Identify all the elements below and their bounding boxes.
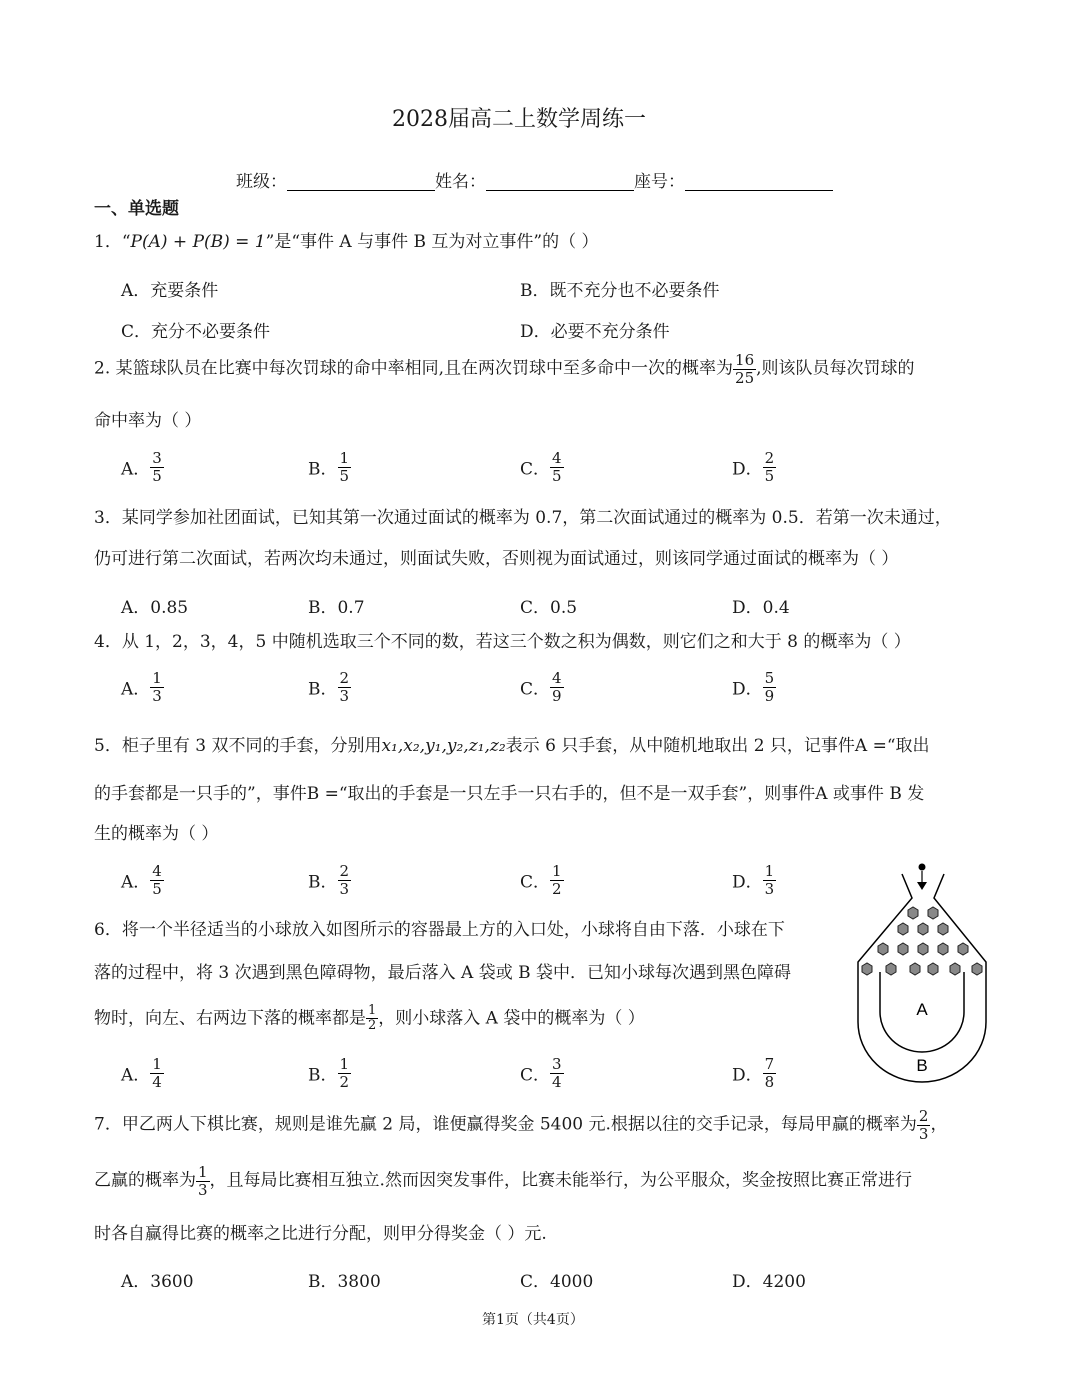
q6-d-n: 7	[764, 1055, 775, 1073]
class-field[interactable]	[287, 172, 435, 191]
q6-text-a: 物时，向左、右两边下落的概率都是	[94, 1008, 366, 1029]
q4-b-frac	[338, 670, 352, 704]
seat-field[interactable]	[685, 172, 833, 191]
q6-frac-den: 2	[368, 1018, 377, 1034]
q5-c-n: 1	[552, 862, 562, 880]
q5-text-d: 的手套都是一只手的”，事件	[94, 784, 307, 804]
container-outline	[858, 874, 986, 1082]
q3-option-a[interactable]: A．0.85	[121, 598, 189, 618]
q2-c-d: 5	[552, 466, 562, 485]
q2-d-label: D．	[732, 459, 763, 480]
q4-b-label: B．	[308, 679, 338, 700]
q1-option-d[interactable]: D．必要不充分条件	[520, 322, 670, 342]
q4-b-n: 2	[339, 669, 350, 687]
q5-option-b[interactable]	[308, 863, 351, 897]
q4-a-n: 1	[152, 669, 162, 687]
q5-b-n: 2	[339, 862, 350, 880]
q2-option-b[interactable]	[308, 450, 351, 484]
q4-a-label: A．	[121, 679, 151, 700]
q2-b-n: 1	[339, 449, 350, 467]
q3-stem-line1: 3．某同学参加社团面试，已知其第一次通过面试的概率为 0.7，第二次面试通过的概率为 0.5．若第一次未通过，	[94, 508, 952, 528]
q7-text-b: ，	[930, 1114, 948, 1135]
q1-number: 1．	[94, 232, 122, 252]
q2-a-label: A．	[121, 459, 151, 480]
q6-text-b: ，则小球落入 A 袋中的概率为（ ）	[378, 1008, 645, 1029]
q5-text-c: A =“取出	[854, 736, 930, 756]
q2-a-frac	[150, 450, 164, 484]
q4-option-d[interactable]	[732, 670, 776, 704]
q2-frac-den: 25	[735, 368, 755, 387]
q4-b-d: 3	[339, 686, 350, 705]
ball-icon	[919, 864, 926, 871]
q5-d-n: 1	[764, 862, 775, 880]
q5-d-d: 3	[764, 879, 775, 898]
q1-stem-text: ”是“事件 A 与事件 B 互为对立事件”的（ ）	[265, 232, 599, 252]
q7-text-c: 乙赢的概率为	[94, 1170, 196, 1191]
q5-d-frac	[763, 863, 777, 897]
q1-stem	[94, 234, 599, 251]
arrow-down-icon	[917, 882, 927, 890]
student-info	[236, 172, 833, 191]
q6-option-a[interactable]	[121, 1056, 164, 1090]
q4-stem: 4．从 1，2，3，4，5 中随机选取三个不同的数，若这三个数之积为偶数，则它们之和大于 8 的概率为（ ）	[94, 632, 911, 652]
q6-d-frac	[763, 1056, 777, 1090]
q3-option-d[interactable]: D．0.4	[732, 598, 790, 618]
q7-option-c[interactable]: C．4000	[520, 1272, 594, 1292]
q6-b-n: 1	[339, 1055, 350, 1073]
q5-option-a[interactable]	[121, 863, 164, 897]
q2-b-frac	[338, 450, 352, 484]
q2-text-a: 2. 某篮球队员在比赛中每次罚球的命中率相同,且在两次罚球中至多命中一次的概率为	[94, 358, 734, 379]
q6-option-d[interactable]	[732, 1056, 776, 1090]
q2-fraction	[733, 352, 756, 386]
q1-quote-open: “	[121, 232, 131, 252]
q4-option-b[interactable]	[308, 670, 351, 704]
q7-stem-line3: 时各自赢得比赛的概率之比进行分配，则甲分得奖金（ ）元.	[94, 1224, 547, 1244]
q2-d-frac	[763, 450, 777, 484]
q4-c-d: 9	[552, 686, 562, 705]
name-label: 姓名：	[435, 172, 486, 192]
q7-fraction-2	[196, 1164, 210, 1198]
q6-option-c[interactable]	[520, 1056, 564, 1090]
q5-stem-line1	[94, 738, 930, 755]
q2-d-d: 5	[764, 466, 775, 485]
q5-c-label: C．	[520, 872, 551, 893]
q2-a-d: 5	[152, 466, 162, 485]
class-label: 班级：	[236, 172, 287, 192]
q2-option-d[interactable]	[732, 450, 776, 484]
seat-label: 座号：	[634, 172, 685, 192]
q6-c-frac	[550, 1056, 564, 1090]
q4-c-label: C．	[520, 679, 551, 700]
q4-a-d: 3	[152, 686, 162, 705]
q6-fraction	[366, 1004, 378, 1034]
q2-stem-line2: 命中率为（ ）	[94, 411, 202, 431]
q2-c-label: C．	[520, 459, 551, 480]
q6-b-d: 2	[339, 1072, 350, 1091]
q6-d-d: 8	[764, 1072, 775, 1091]
q7-option-b[interactable]: B．3800	[308, 1272, 381, 1292]
q4-option-a[interactable]	[121, 670, 164, 704]
q2-a-n: 3	[152, 449, 162, 467]
q5-vars: x₁,x₂,y₁,y₂,z₁,z₂	[381, 736, 506, 756]
q5-c-frac	[550, 863, 564, 897]
q7-text-a: 7．甲乙两人下棋比赛，规则是谁先赢 2 局，谁便赢得奖金 5400 元.根据以往的交手记录，每局甲赢的概率为	[94, 1114, 917, 1135]
q2-stem-line1	[94, 352, 915, 386]
q5-b-label: B．	[308, 872, 338, 893]
q5-stem-line3: 生的概率为（ ）	[94, 824, 219, 844]
q6-c-label: C．	[520, 1065, 551, 1086]
page-title: 2028届高二上数学周练一	[392, 107, 646, 132]
q5-a-frac	[150, 863, 164, 897]
q6-a-label: A．	[121, 1065, 151, 1086]
q2-b-d: 5	[339, 466, 350, 485]
q7-frac1-num: 2	[918, 1107, 929, 1125]
section-heading: 一、单选题	[94, 199, 179, 219]
q4-d-label: D．	[732, 679, 763, 700]
q4-c-frac	[550, 670, 564, 704]
q2-d-n: 2	[764, 449, 775, 467]
q1-formula: P(A) + P(B) = 1	[130, 232, 266, 252]
q6-a-d: 4	[152, 1072, 162, 1091]
q6-option-b[interactable]	[308, 1056, 351, 1090]
q5-b-d: 3	[339, 879, 350, 898]
q5-stem-line2	[94, 786, 924, 803]
q2-frac-num: 16	[735, 351, 755, 369]
q3-stem-line2: 仍可进行第二次面试，若两次均未通过，则面试失败，否则视为面试通过，则该同学通过面试的概率为（ ）	[94, 549, 899, 569]
galton-board-figure	[850, 862, 1000, 1084]
q2-text-b: ,则该队员每次罚球的	[756, 358, 915, 379]
q3-option-b[interactable]: B．0.7	[308, 598, 365, 618]
bag-a-label: A	[916, 1000, 928, 1019]
page-footer: 第1页（共4页）	[482, 1312, 584, 1328]
q7-frac1-den: 3	[918, 1124, 929, 1143]
q1-option-c[interactable]: C．充分不必要条件	[121, 322, 271, 342]
q5-text-f: A 或事件 B 发	[815, 784, 925, 804]
q5-text-e: B =“取出的手套是一只左手一只右手的，但不是一双手套”，则事件	[306, 784, 816, 804]
q7-option-a[interactable]: A．3600	[121, 1272, 194, 1292]
q7-fraction-1	[917, 1108, 931, 1142]
q4-d-d: 9	[764, 686, 775, 705]
q5-a-d: 5	[152, 879, 162, 898]
q2-option-a[interactable]	[121, 450, 164, 484]
q5-a-n: 4	[152, 862, 162, 880]
q1-option-a[interactable]: A．充要条件	[121, 281, 219, 301]
q6-b-frac	[338, 1056, 352, 1090]
q6-frac-num: 1	[368, 1003, 377, 1018]
q3-option-c[interactable]: C．0.5	[520, 598, 578, 618]
q5-text-a: 5．柜子里有 3 双不同的手套，分别用	[94, 736, 382, 756]
q6-a-frac	[150, 1056, 164, 1090]
name-field[interactable]	[486, 172, 634, 191]
q4-c-n: 4	[552, 669, 562, 687]
q2-c-n: 4	[552, 449, 562, 467]
q7-option-d[interactable]: D．4200	[732, 1272, 806, 1292]
q6-b-label: B．	[308, 1065, 338, 1086]
q5-d-label: D．	[732, 872, 763, 893]
q5-b-frac	[338, 863, 352, 897]
obstacles	[862, 907, 982, 975]
q5-text-b: 表示 6 只手套，从中随机地取出 2 只，记事件	[505, 736, 855, 756]
q1-option-b[interactable]: B．既不充分也不必要条件	[520, 281, 720, 301]
q7-text-d: ，且每局比赛相互独立.然而因突发事件，比赛未能举行，为公平服众，奖金按照比赛正常进行	[209, 1170, 912, 1191]
q2-c-frac	[550, 450, 564, 484]
q7-frac2-num: 1	[198, 1163, 208, 1181]
q4-d-frac	[763, 670, 777, 704]
bag-b-label: B	[916, 1056, 928, 1075]
q6-c-n: 3	[552, 1055, 562, 1073]
q7-frac2-den: 3	[198, 1180, 208, 1199]
q6-a-n: 1	[152, 1055, 162, 1073]
q6-stem-line3	[94, 1004, 645, 1034]
q5-c-d: 2	[552, 879, 562, 898]
q2-b-label: B．	[308, 459, 338, 480]
q2-option-c[interactable]	[520, 450, 564, 484]
q7-stem-line1	[94, 1108, 947, 1142]
q6-d-label: D．	[732, 1065, 763, 1086]
q6-c-d: 4	[552, 1072, 562, 1091]
q5-a-label: A．	[121, 872, 151, 893]
q7-stem-line2	[94, 1164, 912, 1198]
q4-option-c[interactable]	[520, 670, 564, 704]
q6-stem-line1: 6．将一个半径适当的小球放入如图所示的容器最上方的入口处，小球将自由下落．小球在下	[94, 920, 785, 940]
q5-option-d[interactable]	[732, 863, 776, 897]
q5-option-c[interactable]	[520, 863, 564, 897]
q4-d-n: 5	[764, 669, 775, 687]
q4-a-frac	[150, 670, 164, 704]
q6-stem-line2: 落的过程中，将 3 次遇到黑色障碍物，最后落入 A 袋或 B 袋中．已知小球每次遇到黑色障碍	[94, 963, 792, 983]
